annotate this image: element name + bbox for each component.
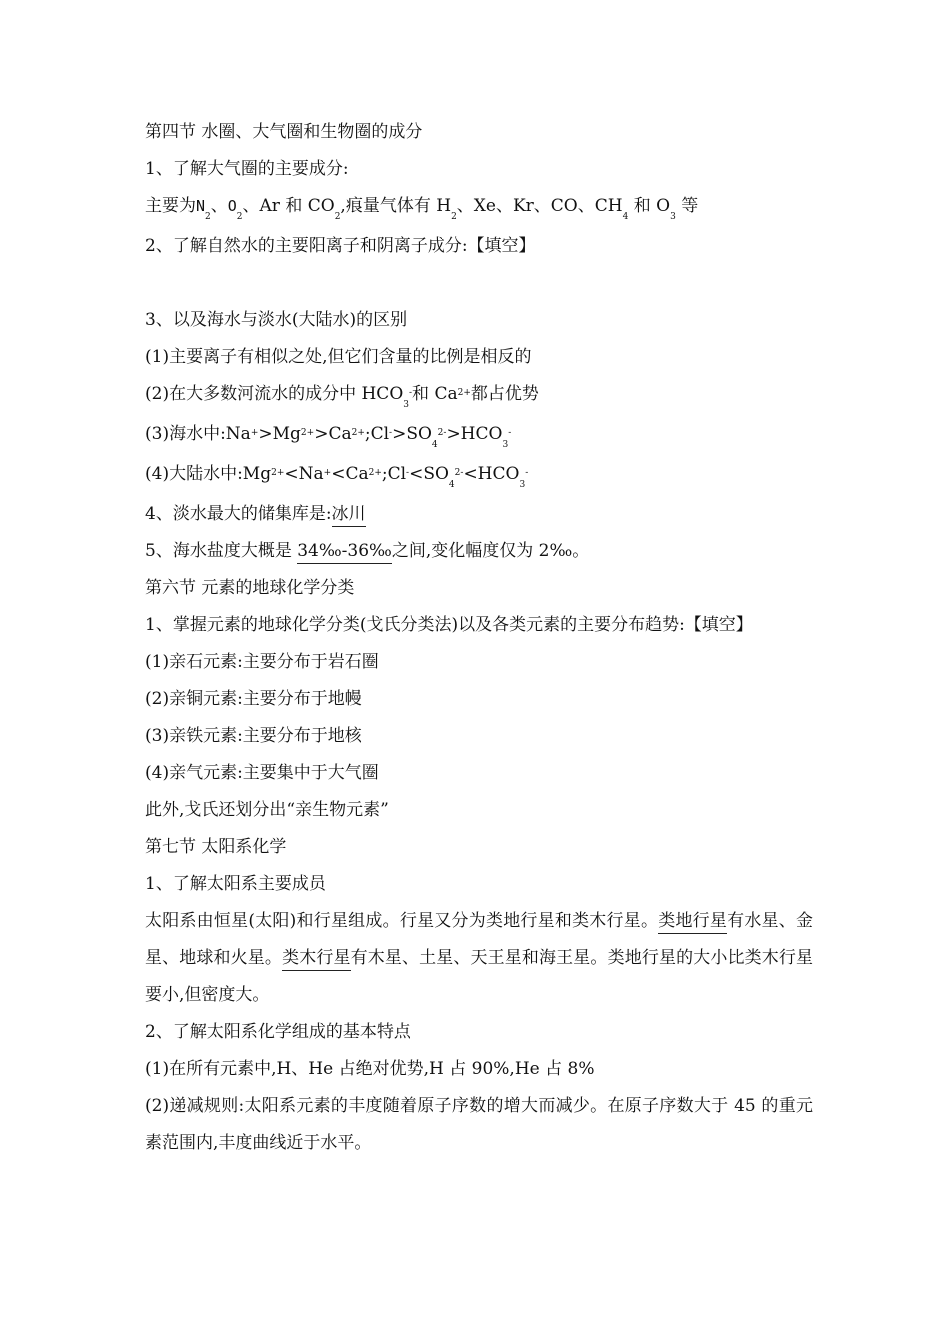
sec7-question-2: 2、了解太阳系化学组成的基本特点 bbox=[145, 1022, 411, 1042]
sec7-item-2-1: (1)在所有元素中,H、He 占绝对优势,H 占 90%,He 占 8% bbox=[145, 1059, 595, 1079]
sec4-item-3-4: (4)大陆水中$:Mg^{2+}<Na^+<Ca^{2+};Cl^-<SO_4^{2-}<HCO_3^-$ bbox=[145, 464, 529, 490]
sec4-item-3-1: (1)主要离子有相似之处,但它们含量的比例是相反的 bbox=[145, 347, 532, 367]
sec6-item: (4)亲气元素:主要集中于大气圈 bbox=[145, 763, 379, 783]
sec6-question-1: 1、掌握元素的地球化学分类(戈氏分类法)以及各类元素的主要分布趋势:【填空】 bbox=[145, 615, 753, 635]
section-6-title: 第六节 元素的地球化学分类 bbox=[145, 578, 355, 598]
sec4-answer-1: 主要为$N_2$、$O_2$、Ar 和 $CO_2$,痕量气体有 $H_2$、Xe、Kr、CO、$CH_4$ 和 $O_3$ 等 bbox=[145, 196, 699, 222]
sec6-note: 此外,戈氏还划分出“亲生物元素” bbox=[145, 800, 389, 820]
sec4-item-3-3: (3)海水中$:Na^+>Mg^{2+}>Ca^{2+};Cl^->SO_4^{2-}>HCO_3^-$ bbox=[145, 424, 512, 450]
sec6-item: (2)亲铜元素:主要分布于地幔 bbox=[145, 689, 362, 709]
section-4-title: 第四节 水圈、大气圈和生物圈的成分 bbox=[145, 122, 423, 142]
sec4-question-1: 1、了解大气圈的主要成分: bbox=[145, 159, 349, 179]
sec7-paragraph-1: 太阳系由恒星(太阳)和行星组成。行星又分为类地行星和类木行星。类地行星有水星、金星、地球和火星。类木行星有木星、土星、天王星和海王星。类地行星的大小比类木行星要小,但密度大。 bbox=[145, 911, 814, 1005]
sec4-question-2: 2、了解自然水的主要阳离子和阴离子成分:【填空】 bbox=[145, 236, 536, 256]
sec4-question-5: 5、海水盐度大概是 34‰-36‰之间,变化幅度仅为 2‰。 bbox=[145, 533, 813, 570]
term-underlined: 类木行星 bbox=[282, 948, 351, 971]
sec6-item: (1)亲石元素:主要分布于岩石圈 bbox=[145, 652, 379, 672]
term-underlined: 类地行星 bbox=[658, 911, 727, 934]
answer-underlined: 冰川 bbox=[332, 504, 366, 527]
blank-fill-space bbox=[145, 265, 813, 302]
answer-underlined: 34‰-36‰ bbox=[297, 541, 392, 564]
sec6-item: (3)亲铁元素:主要分布于地核 bbox=[145, 726, 362, 746]
sec4-question-3: 3、以及海水与淡水(大陆水)的区别 bbox=[145, 310, 408, 330]
sec7-question-1: 1、了解太阳系主要成员 bbox=[145, 874, 326, 894]
section-7-title: 第七节 太阳系化学 bbox=[145, 837, 287, 857]
sec4-question-4: 4、淡水最大的储集库是:冰川 bbox=[145, 496, 813, 533]
document-page bbox=[145, 114, 813, 1162]
sec7-item-2-2: (2)递减规则:太阳系元素的丰度随着原子序数的增大而减少。在原子序数大于 45 的重元素范围内,丰度曲线近于水平。 bbox=[145, 1096, 813, 1153]
sec4-item-3-2: (2)在大多数河流水的成分中 $HCO_3^-$和 $Ca^{2+}$都占优势 bbox=[145, 384, 539, 410]
